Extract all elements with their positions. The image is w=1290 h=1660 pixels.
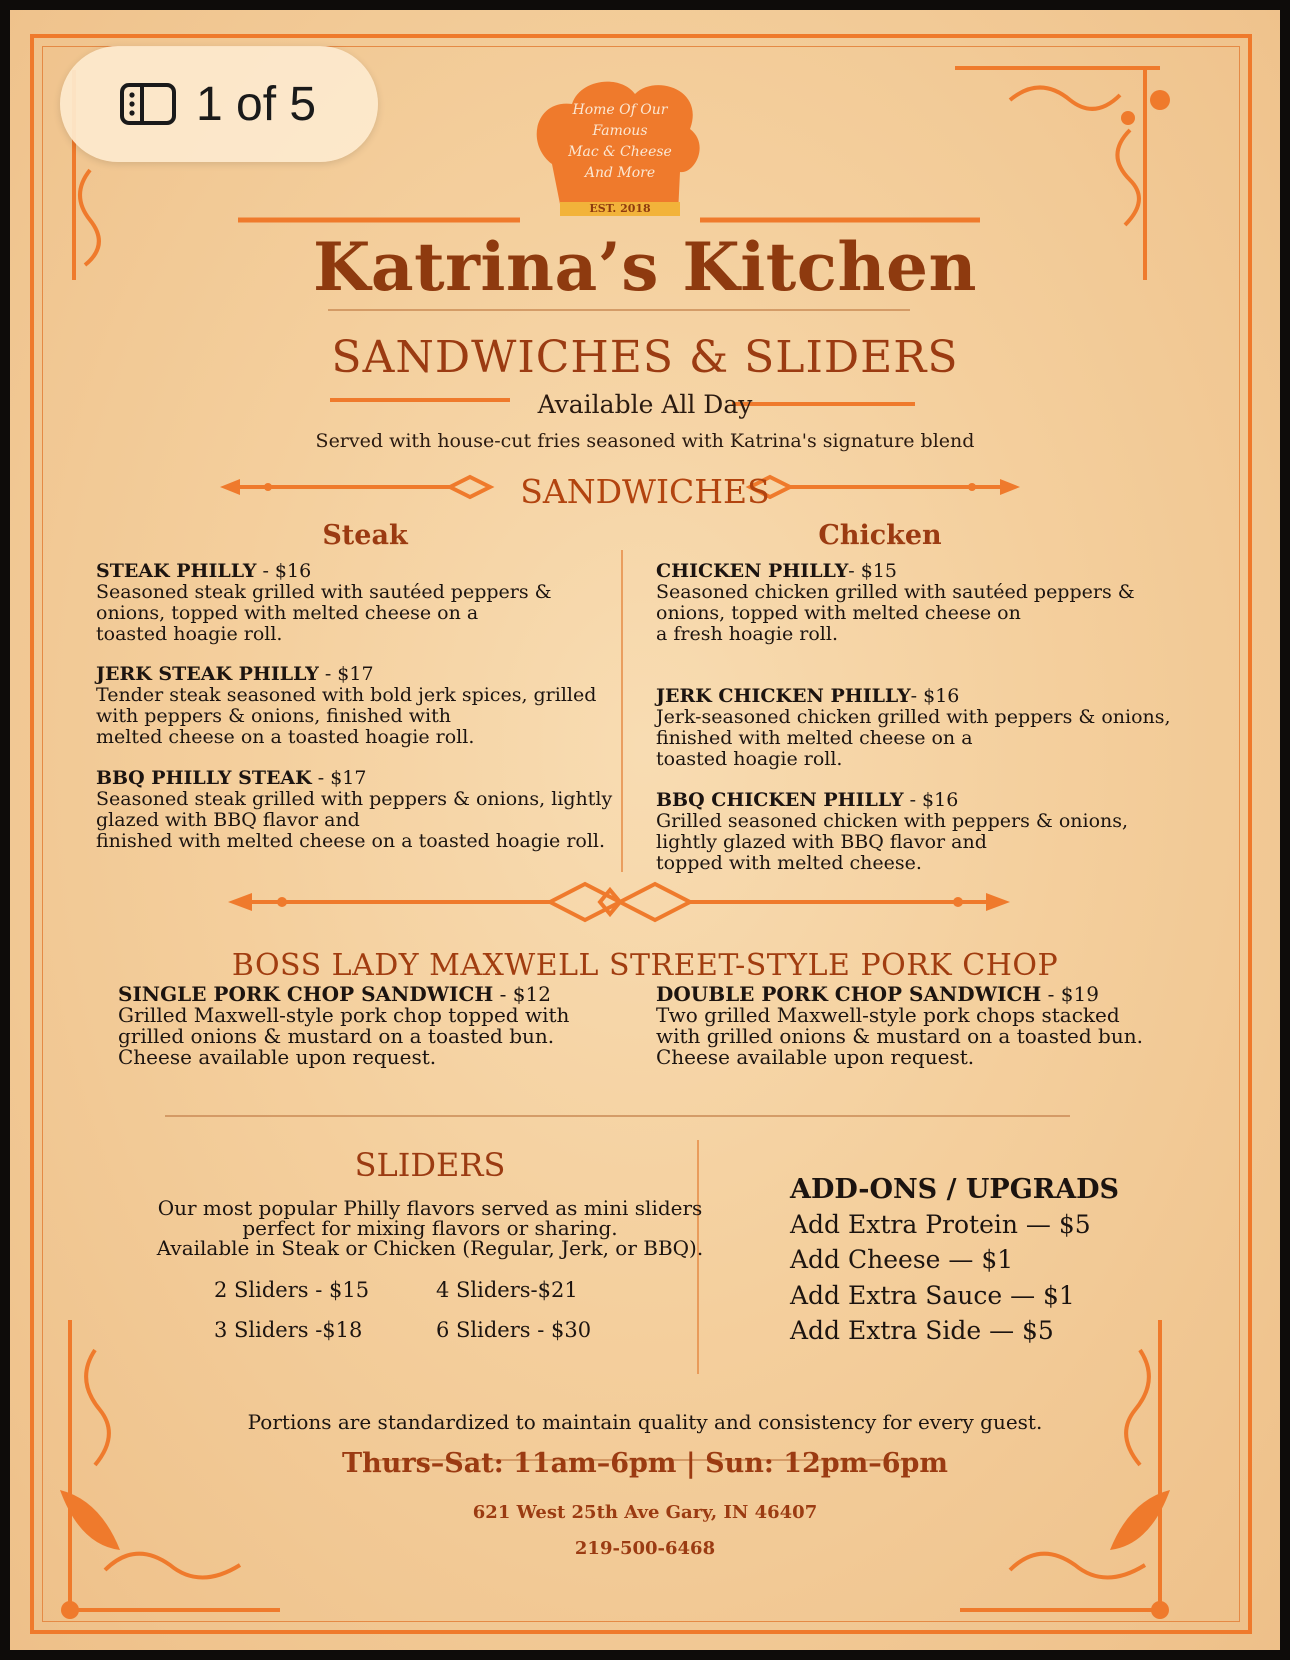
item-desc-line: finished with melted cheese on a toasted hoagie roll.	[96, 830, 606, 852]
item-desc-line: Jerk-seasoned chicken grilled with peppers & onions,	[656, 706, 1171, 728]
item-name: SINGLE PORK CHOP SANDWICH	[118, 982, 494, 1006]
item-name: CHICKEN PHILLY	[656, 560, 849, 582]
item-name: JERK STEAK PHILLY	[96, 663, 319, 685]
item-desc-line: glazed with BBQ flavor and	[96, 809, 360, 831]
sliders-desc-line: Available in Steak or Chicken (Regular, Jerk, or BBQ).	[156, 1236, 704, 1260]
item-desc-line: topped with melted cheese.	[656, 852, 922, 874]
item-desc-line: Grilled Maxwell-style pork chop topped with	[118, 1003, 570, 1027]
item-price: - $16	[903, 789, 959, 811]
item-desc-line: Cheese available upon request.	[656, 1045, 975, 1069]
chicken-heading: Chicken	[818, 520, 942, 551]
item-price: - $16	[256, 560, 312, 582]
item-desc-line: Seasoned steak grilled with sautéed peppers &	[96, 581, 552, 603]
item-name: JERK CHICKEN PHILLY	[656, 685, 911, 707]
menu-item	[656, 686, 1171, 770]
item-desc-line: a fresh hoagie roll.	[656, 623, 838, 645]
addon-item: Add Extra Sauce — $1	[790, 1281, 1075, 1310]
served-with-text: Served with house-cut fries seasoned with Katrina's signature blend	[315, 430, 975, 452]
slide-counter-label: 1 of 5	[196, 77, 317, 131]
item-desc-line: finished with melted cheese on a	[656, 727, 973, 749]
slide-counter[interactable]	[60, 46, 378, 162]
portions-note: Portions are standardized to maintain quality and consistency for every guest.	[247, 1410, 1043, 1434]
sliders-desc-line: perfect for mixing flavors or sharing.	[242, 1216, 618, 1240]
item-desc-line: toasted hoagie roll.	[96, 623, 283, 645]
phone-number: 219-500-6468	[574, 1538, 716, 1559]
item-name: BBQ PHILLY STEAK	[96, 767, 312, 789]
logo-est: EST. 2018	[589, 202, 651, 215]
item-desc-line: Seasoned steak grilled with peppers & onions, lightly	[96, 788, 613, 810]
slider-price: 2 Sliders - $15	[214, 1278, 370, 1302]
menu-item	[118, 984, 569, 1068]
item-desc-line: Cheese available upon request.	[118, 1045, 437, 1069]
item-price: - $12	[493, 982, 551, 1006]
slider-price: 6 Sliders - $30	[436, 1318, 592, 1342]
item-name: STEAK PHILLY	[96, 560, 257, 582]
item-desc-line: onions, topped with melted cheese on a	[96, 602, 479, 624]
item-desc-line: with grilled onions & mustard on a toasted bun.	[656, 1024, 1143, 1048]
restaurant-name: Katrina’s Kitchen	[313, 228, 977, 306]
item-price: - $15	[848, 560, 897, 582]
menu-item	[96, 768, 612, 852]
gallery-icon	[118, 81, 178, 127]
section-title: SANDWICHES & SLIDERS	[331, 332, 959, 383]
addons-heading: ADD-ONS / UPGRADS	[790, 1174, 1120, 1205]
slider-price: 4 Sliders-$21	[436, 1278, 578, 1302]
slider-price: 3 Sliders -$18	[214, 1318, 363, 1342]
logo-line-4: And More	[584, 165, 656, 181]
item-desc-line: melted cheese on a toasted hoagie roll.	[96, 726, 475, 748]
item-price: - $17	[318, 663, 374, 685]
menu-item	[656, 984, 1143, 1068]
logo-line-2: Famous	[592, 123, 648, 139]
menu-page	[10, 10, 1280, 1650]
addon-item: Add Extra Protein — $5	[790, 1210, 1091, 1239]
item-desc-line: Grilled seasoned chicken with peppers & onions,	[656, 810, 1129, 832]
sandwiches-heading: SANDWICHES	[520, 472, 770, 511]
address: 621 West 25th Ave Gary, IN 46407	[472, 1502, 818, 1523]
item-price: - $17	[311, 767, 367, 789]
item-price: - $19	[1041, 982, 1099, 1006]
item-desc-line: Tender steak seasoned with bold jerk spices, grilled	[96, 684, 597, 706]
logo-line-1: Home Of Our	[572, 102, 668, 118]
item-desc-line: Seasoned chicken grilled with sautéed peppers &	[656, 581, 1135, 603]
item-desc-line: with peppers & onions, finished with	[96, 705, 451, 727]
logo	[530, 74, 710, 224]
item-name: BBQ CHICKEN PHILLY	[656, 789, 904, 811]
menu-item	[96, 664, 596, 748]
business-hours: Thurs–Sat: 11am–6pm | Sun: 12pm–6pm	[342, 1448, 948, 1479]
item-desc-line: Two grilled Maxwell-style pork chops stacked	[656, 1003, 1120, 1027]
logo-line-3: Mac & Cheese	[568, 144, 672, 160]
menu-item	[96, 561, 552, 645]
menu-item	[656, 790, 1128, 874]
item-price: - $16	[910, 685, 960, 707]
item-desc-line: toasted hoagie roll.	[656, 748, 843, 770]
addon-item: Add Cheese — $1	[790, 1245, 1014, 1274]
item-desc-line: onions, topped with melted cheese on	[656, 602, 1021, 624]
item-name: DOUBLE PORK CHOP SANDWICH	[656, 982, 1042, 1006]
item-desc-line: grilled onions & mustard on a toasted bun.	[118, 1024, 555, 1048]
menu-item	[656, 561, 1135, 645]
sliders-description	[125, 1198, 735, 1258]
sliders-desc-line: Our most popular Philly flavors served as mini sliders	[157, 1196, 703, 1220]
sliders-heading: SLIDERS	[354, 1146, 506, 1184]
pork-chop-heading: BOSS LADY MAXWELL STREET-STYLE PORK CHOP	[231, 948, 1059, 983]
addon-item: Add Extra Side — $5	[790, 1316, 1054, 1345]
availability-text: Available All Day	[537, 390, 753, 419]
item-desc-line: lightly glazed with BBQ flavor and	[656, 831, 987, 853]
steak-heading: Steak	[322, 520, 408, 551]
